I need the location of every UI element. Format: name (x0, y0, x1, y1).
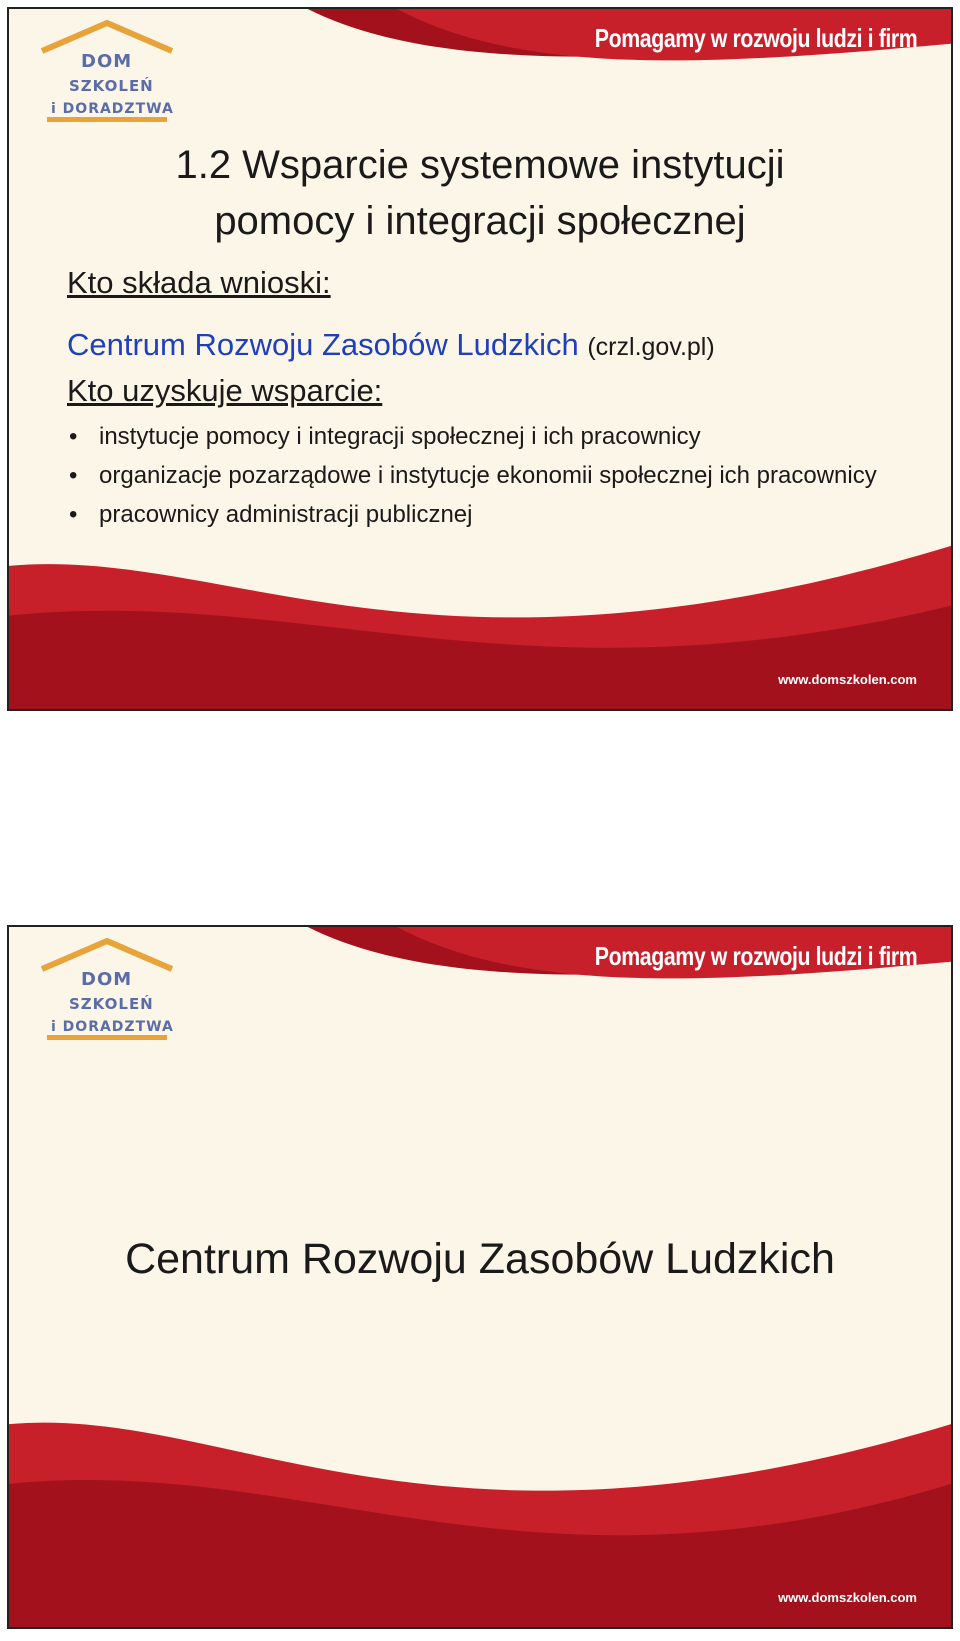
title-line-1: 1.2 Wsparcie systemowe instytucji (175, 143, 785, 187)
slide-title (9, 137, 951, 249)
applicant-line (67, 327, 715, 363)
slide-1 (7, 7, 953, 711)
bullet: • (69, 462, 78, 489)
logo (37, 937, 177, 1049)
applicant-url: (crzl.gov.pl) (587, 333, 715, 361)
applicant-name: Centrum Rozwoju Zasobów Ludzkich (67, 327, 579, 362)
title-line-2: pomocy i integracji społecznej (214, 199, 746, 243)
slide-heading: Centrum Rozwoju Zasobów Ludzkich (125, 1235, 835, 1283)
recipients-label: Kto uzyskuje wsparcie: (67, 373, 383, 408)
footer-url: www.domszkolen.com (778, 1590, 917, 1605)
logo-line-1: DOM (81, 51, 133, 72)
list-item: • organizacje pozarządowe i instytucje ekonomii społecznej ich pracownicy (69, 462, 877, 489)
tagline: Pomagamy w rozwoju ludzi i firm (594, 941, 917, 971)
applicant-label: Kto składa wnioski: (67, 265, 331, 300)
tagline: Pomagamy w rozwoju ludzi i firm (594, 23, 917, 53)
bullet: • (69, 423, 78, 450)
slide-2 (7, 925, 953, 1629)
footer-url: www.domszkolen.com (778, 672, 917, 687)
logo-line-2: SZKOLEŃ (69, 77, 154, 95)
bullet: • (69, 501, 78, 528)
logo-line-1: DOM (81, 969, 133, 990)
logo-line-3: i DORADZTWA (51, 1019, 174, 1035)
logo-line-3: i DORADZTWA (51, 101, 174, 117)
list-item: • pracownicy administracji publicznej (69, 501, 473, 528)
recipients-list (69, 421, 889, 538)
list-item: • instytucje pomocy i integracji społecznej i ich pracownicy (69, 423, 701, 450)
logo-line-2: SZKOLEŃ (69, 995, 154, 1013)
logo (37, 19, 177, 131)
